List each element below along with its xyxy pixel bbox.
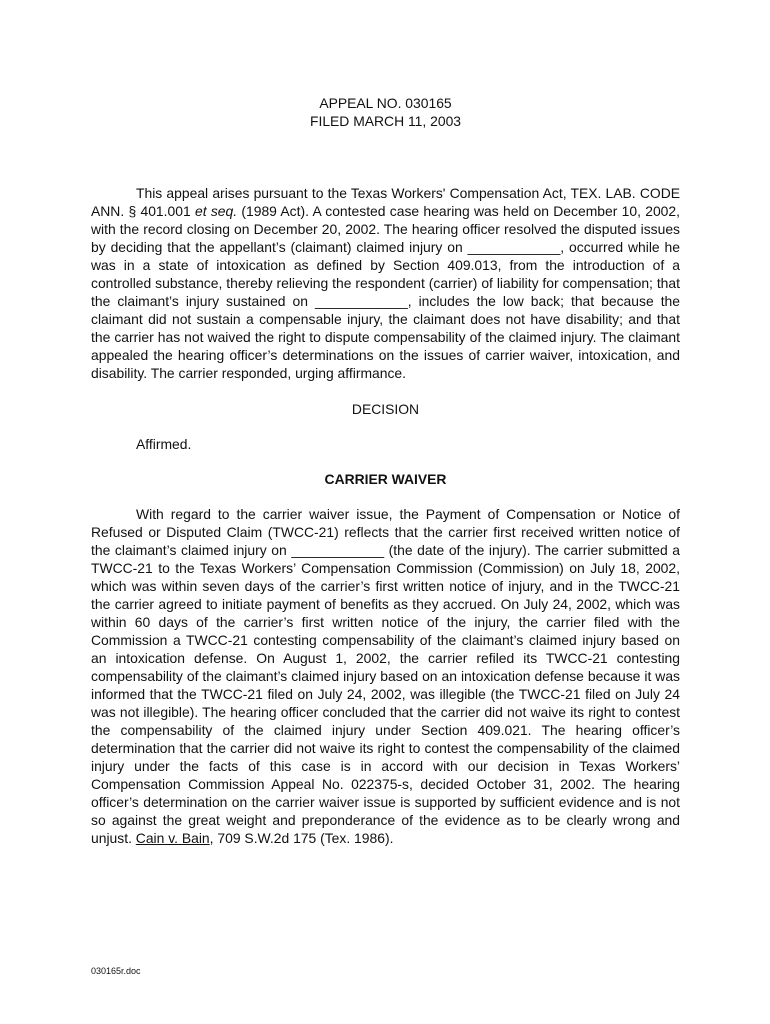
intro-paragraph <box>91 184 680 382</box>
case-citation-name: Cain v. Bain <box>135 830 210 846</box>
footer-filename: 030165r.doc <box>91 966 141 976</box>
filed-date: FILED MARCH 11, 2003 <box>309 113 462 129</box>
document-body <box>91 94 680 847</box>
carrier-waiver-paragraph <box>91 505 680 847</box>
decision-text: Affirmed. <box>136 436 192 452</box>
intro-text-1: This appeal arises pursuant to the Texas Workers' Compensation Act, TEX. LAB. CODE ANN. § 401.001 <box>91 185 680 219</box>
carrier-waiver-text: With regard to the carrier waiver issue, the Payment of Compensation or Notice of Refused or Disputed Claim (TWCC-21) reflects that the carrier first received written notice of the claimant’s claimed injury on ____________ (the date of the injury). The carrier submitted a TWCC-21 to the Texas Workers’ Compensation Commission (Commission) on July 18, 2002, which was within seven days of the carrier’s first written notice of injury, and in the TWCC-21 the carrier agreed to initiate payment of benefits as they accrued. On July 24, 2002, which was within 60 days of the carrier’s first written notice of the injury, the carrier filed with the Commission a TWCC-21 contesting compensability of the claimant’s claimed injury based on an intoxication defense. On August 1, 2002, the carrier refiled its TWCC-21 contesting compensability of the claimant’s claimed injury based on an intoxication defense because it was informed that the TWCC-21 filed on July 24, 2002, was illegible (the TWCC-21 filed on July 24 was not illegible). The hearing officer concluded that the carrier did not waive its right to contest the compensability of the claimed injury under Section 409.021. The hearing officer’s determination that the carrier did not waive its right to contest the compensability of the claimed injury under the facts of this case is in accord with our decision in Texas Workers’ Compensation Commission Appeal No. 022375-s, decided October 31, 2002. The hearing officer’s determination on the carrier waiver issue is supported by sufficient evidence and is not so against the great weight and preponderance of the evidence as to be clearly wrong and unjust. <box>91 506 680 846</box>
decision-heading: DECISION <box>351 401 420 417</box>
appeal-number: APPEAL NO. 030165 <box>319 95 452 111</box>
case-citation-reference: , 709 S.W.2d 175 (Tex. 1986). <box>209 830 394 846</box>
carrier-waiver-heading: CARRIER WAIVER <box>324 471 447 487</box>
document-header <box>91 94 680 130</box>
intro-text-2: (1989 Act). A contested case hearing was held on December 10, 2002, with the record closing on December 20, 2002. The hearing officer resolved the disputed issues by deciding that the appellant’s (claimant) claimed injury on ____________, occurred while he was in a state of intoxication as defined by Section 409.013, from the introduction of a controlled substance, thereby relieving the respondent (carrier) of liability for compensation; that the claimant’s injury sustained on ____________, includes the low back; that because the claimant did not sustain a compensable injury, the claimant does not have disability; and that the carrier has not waived the right to dispute compensability of the claimed injury. The claimant appealed the hearing officer’s determinations on the issues of carrier waiver, intoxication, and disability. The carrier responded, urging affirmance. <box>91 203 680 381</box>
intro-et-seq: et seq. <box>194 203 238 219</box>
